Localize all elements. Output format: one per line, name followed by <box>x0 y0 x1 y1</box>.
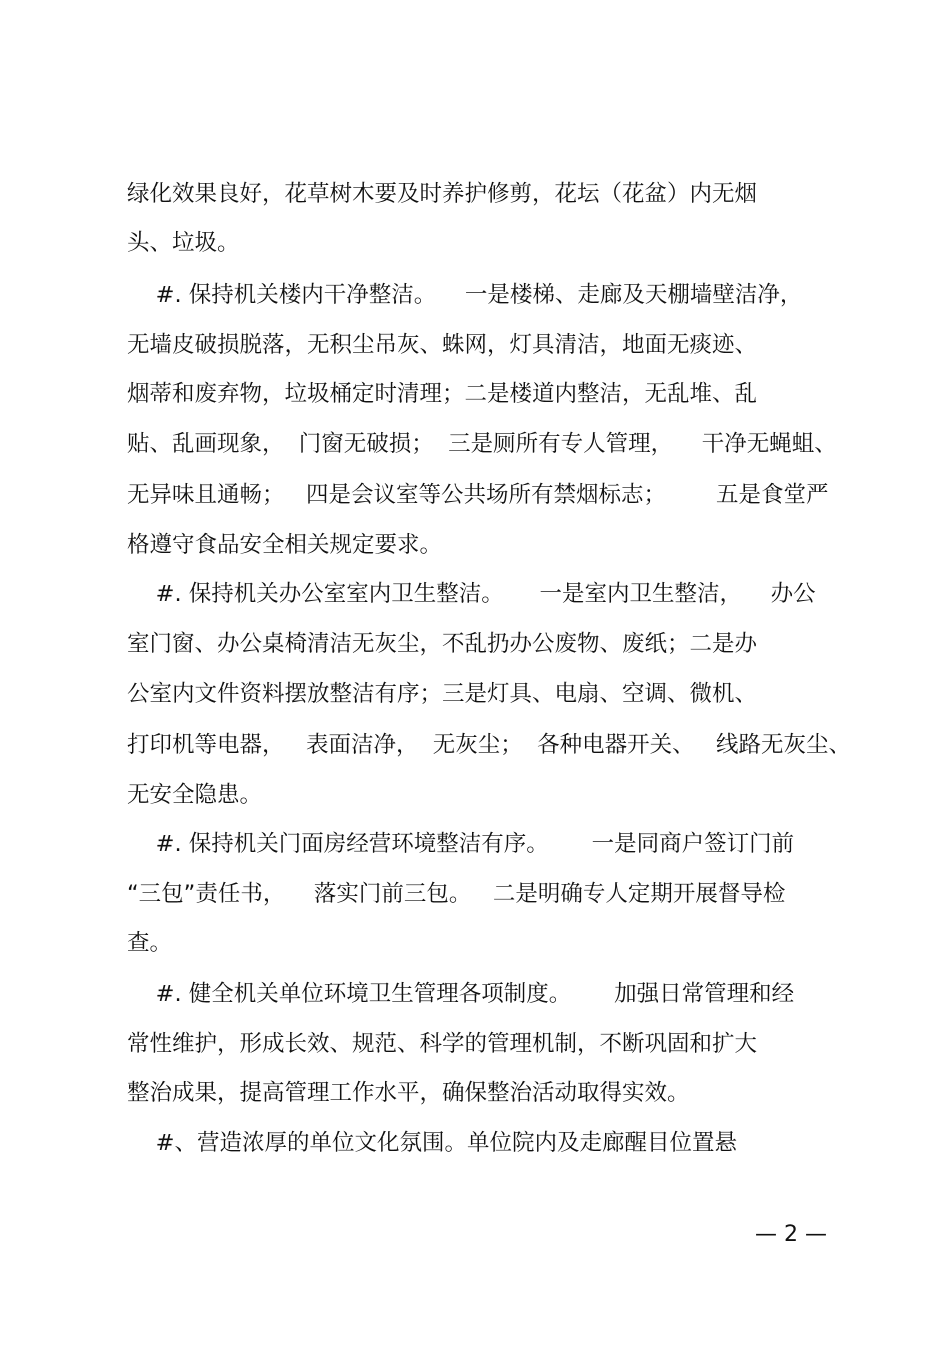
text-line: 贴、乱画现象， 门窗无破损； 三是厕所有专人管理， 干净无蝇蛆、 <box>127 431 837 457</box>
text-line: #. 保持机关门面房经营环境整洁有序。 一是同商户签订门前 <box>127 831 795 857</box>
text-line: #、营造浓厚的单位文化氛围。单位院内及走廊醒目位置悬 <box>127 1130 737 1156</box>
text-line: #. 保持机关楼内干净整洁。 一是楼梯、走廊及天棚墙壁洁净， <box>127 282 803 308</box>
text-line: 绿化效果良好，花草树木要及时养护修剪，花坛（花盆）内无烟 <box>127 181 758 207</box>
text-line: 室门窗、办公桌椅清洁无灰尘，不乱扔办公废物、废纸；二是办 <box>127 631 758 657</box>
text-line: 打印机等电器， 表面洁净， 无灰尘； 各种电器开关、 线路无灰尘、 <box>127 732 852 758</box>
text-line: 无墙皮破损脱落，无积尘吊灰、蛛网，灯具清洁，地面无痰迹、 <box>127 332 758 358</box>
text-line: 常性维护，形成长效、规范、科学的管理机制，不断巩固和扩大 <box>127 1031 758 1057</box>
text-line: 公室内文件资料摆放整洁有序；三是灯具、电扇、空调、微机、 <box>127 681 758 707</box>
text-line: “三包”责任书， 落实门前三包。 二是明确专人定期开展督导检 <box>127 881 786 907</box>
text-line: 查。 <box>127 930 173 956</box>
text-line: #. 保持机关办公室室内卫生整洁。 一是室内卫生整洁， 办公 <box>127 581 816 607</box>
text-line: 无安全隐患。 <box>127 782 263 808</box>
text-line: #. 健全机关单位环境卫生管理各项制度。 加强日常管理和经 <box>127 981 795 1007</box>
text-line: 头、垃圾。 <box>127 230 240 256</box>
text-line: 整治成果，提高管理工作水平，确保整治活动取得实效。 <box>127 1080 690 1106</box>
page-number: — 2 — <box>755 1222 827 1247</box>
text-line: 烟蒂和废弃物，垃圾桶定时清理；二是楼道内整洁，无乱堆、乱 <box>127 381 758 407</box>
text-line: 无异味且通畅； 四是会议室等公共场所有禁烟标志； 五是食堂严 <box>127 482 829 508</box>
text-line: 格遵守食品安全相关规定要求。 <box>127 532 443 558</box>
